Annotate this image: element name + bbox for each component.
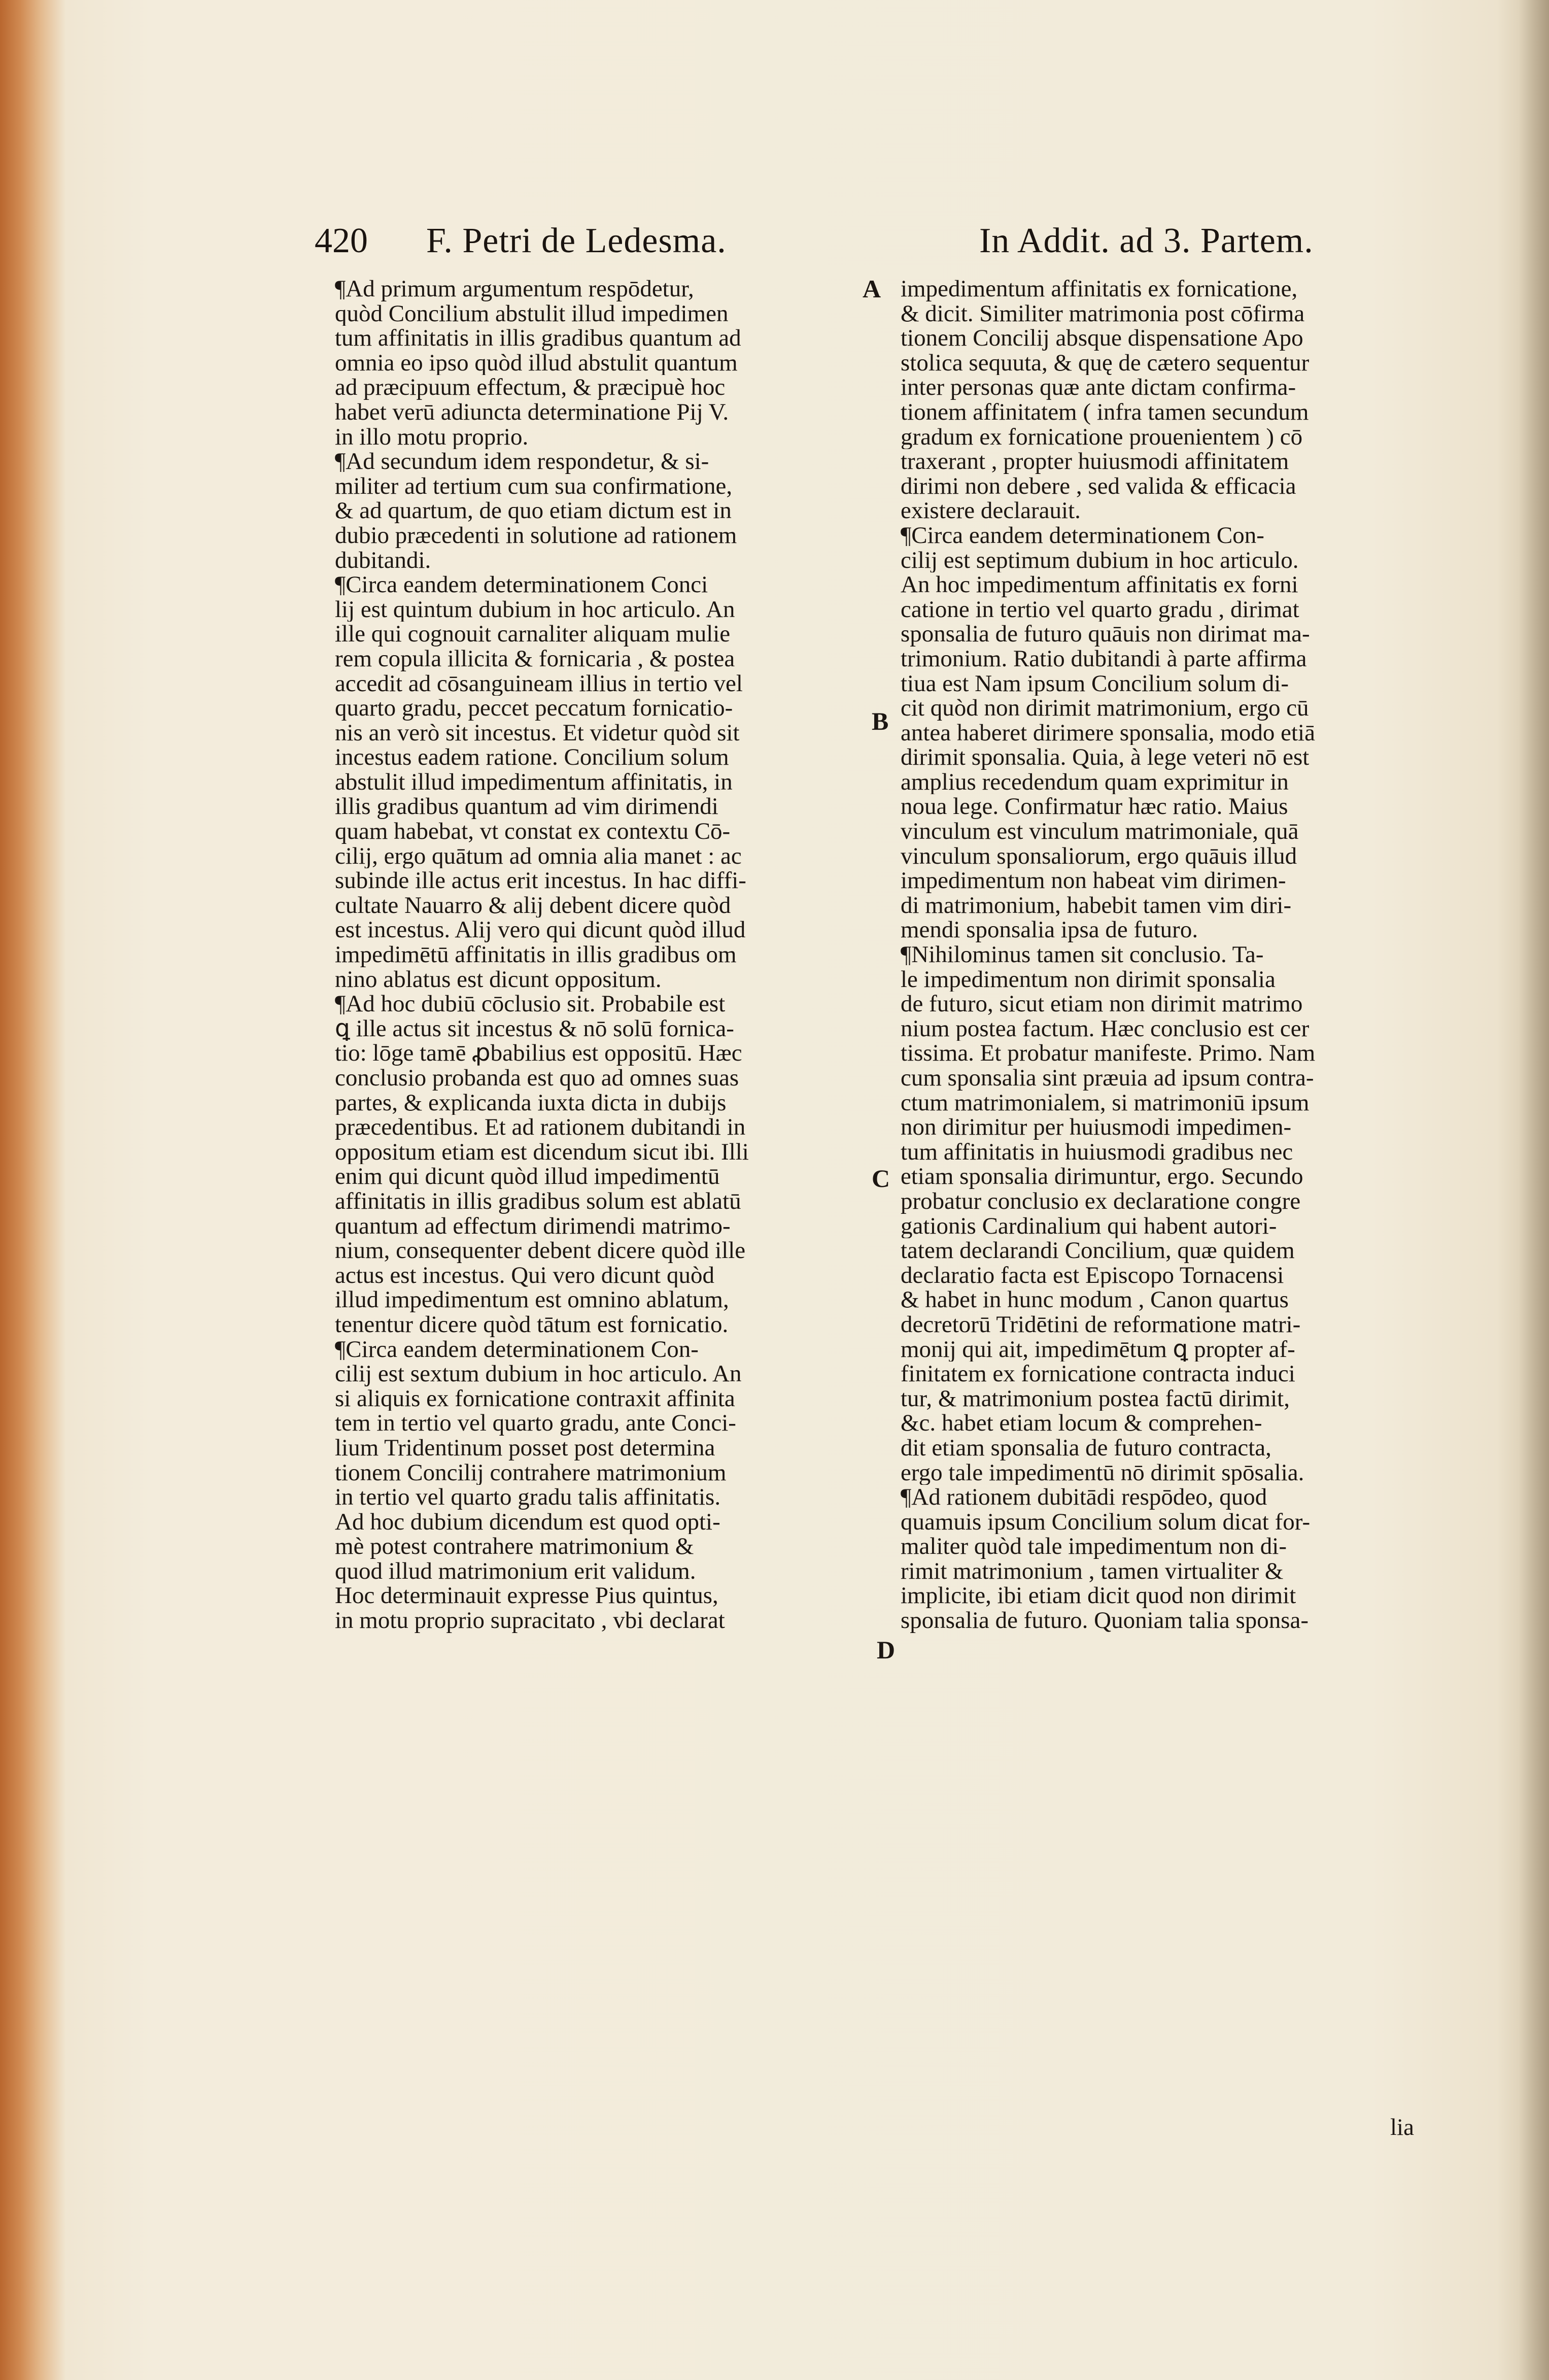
text-line: illud impedimentum est omnino ablatum,: [335, 1287, 729, 1312]
text-line: cultate Nauarro & alij debent dicere quòd: [335, 893, 731, 918]
text-line: cilij est sextum dubium in hoc articulo. An: [335, 1362, 742, 1386]
text-line: actus est incestus. Qui vero dicunt quòd: [335, 1263, 714, 1288]
page-number: 420: [315, 221, 368, 260]
text-line: ¶Ad primum argumentum respōdetur,: [335, 277, 694, 301]
margin-marker-b: B: [872, 707, 889, 735]
text-line: ¶Ad hoc dubiū cōclusio sit. Probabile est: [335, 992, 726, 1016]
text-line: affinitatis in illis gradibus solum est ablatū: [335, 1188, 741, 1214]
text-column-right: [901, 277, 1423, 1633]
margin-marker-c: C: [872, 1164, 890, 1193]
text-line: est incestus. Alij vero qui dicunt quòd illud: [335, 917, 746, 943]
text-line: quòd Concilium abstulit illud impedimen: [335, 301, 729, 326]
text-line: tatem declarandi Concilium, quæ quidem: [901, 1238, 1295, 1263]
text-line: cum sponsalia sint præuia ad ipsum contra-: [901, 1066, 1314, 1091]
text-line: non dirimitur per huiusmodi impedimen-: [901, 1115, 1292, 1140]
running-title-left: F. Petri de Ledesma.: [426, 221, 727, 260]
text-line: traxerant , propter huiusmodi affinitatem: [901, 449, 1289, 474]
text-line: & ad quartum, de quo etiam dictum est in: [335, 498, 732, 523]
text-line: maliter quòd tale impedimentum non di-: [901, 1534, 1287, 1559]
text-line: dit etiam sponsalia de futuro contracta,: [901, 1435, 1271, 1460]
text-line: militer ad tertium cum sua confirmatione,: [335, 473, 733, 499]
text-line: nino ablatus est dicunt oppositum.: [335, 967, 662, 992]
text-line: sponsalia de futuro. Quoniam talia sponsa-: [901, 1608, 1309, 1633]
text-line: mendi sponsalia ipsa de futuro.: [901, 917, 1198, 943]
text-line: tum affinitatis in huiusmodi gradibus nec: [901, 1139, 1293, 1165]
text-line: dirimi non debere , sed valida & efficacia: [901, 473, 1296, 499]
text-line: ille qui cognouit carnaliter aliquam mulie: [335, 622, 731, 647]
text-line: ¶Ad secundum idem respondetur, & si-: [335, 449, 709, 474]
text-line: Hoc determinauit expresse Pius quintus,: [335, 1583, 718, 1609]
text-line: omnia eo ipso quòd illud abstulit quantum: [335, 350, 738, 376]
text-line: tiua est Nam ipsum Concilium solum di-: [901, 671, 1289, 696]
text-column-left: [335, 277, 857, 1633]
text-line: lium Tridentinum posset post determina: [335, 1435, 715, 1460]
text-line: oppositum etiam est dicendum sicut ibi. Illi: [335, 1139, 749, 1165]
text-line: rimit matrimonium , tamen virtualiter &: [901, 1558, 1284, 1584]
text-line: ¶Circa eandem determinationem Con-: [335, 1337, 699, 1362]
text-line: implicite, ibi etiam dicit quod non dirimit: [901, 1583, 1296, 1609]
text-line: An hoc impedimentum affinitatis ex forni: [901, 572, 1298, 597]
text-line: vinculum sponsaliorum, ergo quāuis illud: [901, 843, 1297, 869]
text-line: Ad hoc dubium dicendum est quod opti-: [335, 1509, 720, 1535]
text-line: ¶Nihilominus tamen sit conclusio. Ta-: [901, 942, 1264, 967]
text-line: nium postea factum. Hæc conclusio est cer: [901, 1016, 1310, 1041]
text-line: habet verū adiuncta determinatione Pij V.: [335, 399, 729, 425]
text-line: cilij, ergo quātum ad omnia alia manet : ac: [335, 843, 742, 869]
text-line: tur, & matrimonium postea factū dirimit,: [901, 1386, 1290, 1411]
text-line: quarto gradu, peccet peccatum fornicatio-: [335, 696, 733, 721]
text-line: partes, & explicanda iuxta dicta in dubijs: [335, 1090, 727, 1115]
text-line: tionem Concilij absque dispensatione Apo: [901, 326, 1303, 351]
text-line: noua lege. Confirmatur hæc ratio. Maius: [901, 794, 1288, 820]
text-line: etiam sponsalia dirimuntur, ergo. Secundo: [901, 1164, 1303, 1189]
text-line: mè potest contrahere matrimonium &: [335, 1534, 694, 1559]
text-line: enim qui dicunt quòd illud impedimentū: [335, 1164, 720, 1189]
text-line: existere declarauit.: [901, 498, 1081, 523]
text-line: impedimentum non habeat vim dirimen-: [901, 868, 1286, 893]
text-line: vinculum est vinculum matrimoniale, quā: [901, 819, 1299, 844]
text-line: lij est quintum dubium in hoc articulo. An: [335, 597, 735, 622]
text-line: dubio præcedenti in solutione ad rationem: [335, 523, 737, 548]
text-line: &c. habet etiam locum & comprehen-: [901, 1411, 1262, 1436]
text-line: gradum ex fornicatione prouenientem ) cō: [901, 424, 1303, 450]
text-line: tum affinitatis in illis gradibus quantum ad: [335, 326, 741, 351]
margin-marker-d: D: [877, 1636, 896, 1664]
text-line: ¶Ad rationem dubitādi respōdeo, quod: [901, 1485, 1267, 1510]
text-line: incestus eadem ratione. Concilium solum: [335, 745, 729, 770]
running-header: [315, 221, 1380, 277]
text-line: tenentur dicere quòd tātum est fornicatio.: [335, 1312, 729, 1337]
text-line: catione in tertio vel quarto gradu , dirimat: [901, 597, 1299, 622]
text-line: tio: lōge tamē ꝓbabilius est oppositū. Hæc: [335, 1041, 742, 1066]
text-line: declaratio facta est Episcopo Tornacensi: [901, 1263, 1284, 1288]
text-line: illis gradibus quantum ad vim dirimendi: [335, 794, 718, 820]
text-line: nis an verò sit incestus. Et videtur quòd sit: [335, 720, 740, 745]
text-line: ctum matrimonialem, si matrimoniū ipsum: [901, 1090, 1310, 1115]
text-line: gationis Cardinalium qui habent autori-: [901, 1213, 1277, 1239]
running-title-right: In Addit. ad 3. Partem.: [979, 221, 1314, 260]
text-line: monij qui ait, impedimētum ꝗ propter af-: [901, 1337, 1295, 1362]
text-line: cit quòd non dirimit matrimonium, ergo cū: [901, 696, 1309, 721]
text-line: quod illud matrimonium erit validum.: [335, 1558, 696, 1584]
text-line: subinde ille actus erit incestus. In hac diffi-: [335, 868, 746, 893]
text-line: nium, consequenter debent dicere quòd ille: [335, 1238, 746, 1263]
text-line: tionem Concilij contrahere matrimonium: [335, 1460, 727, 1485]
text-line: dirimit sponsalia. Quia, à lege veteri nō est: [901, 745, 1310, 770]
text-line: in tertio vel quarto gradu talis affinitatis.: [335, 1485, 721, 1510]
text-line: conclusio probanda est quo ad omnes suas: [335, 1066, 739, 1091]
catchword: lia: [1390, 2114, 1414, 2140]
text-line: tem in tertio vel quarto gradu, ante Conci-: [335, 1411, 736, 1436]
text-line: le impedimentum non dirimit sponsalia: [901, 967, 1276, 992]
text-line: ad præcipuum effectum, & præcipuè hoc: [335, 375, 726, 400]
text-line: ¶Circa eandem determinationem Con-: [901, 523, 1264, 548]
text-line: & habet in hunc modum , Canon quartus: [901, 1287, 1289, 1312]
text-line: de futuro, sicut etiam non dirimit matrimo: [901, 992, 1303, 1016]
text-line: tionem affinitatem ( infra tamen secundum: [901, 399, 1309, 425]
text-line: quantum ad effectum dirimendi matrimo-: [335, 1213, 731, 1239]
text-line: tissima. Et probatur manifeste. Primo. Nam: [901, 1041, 1316, 1066]
text-line: cilij est septimum dubium in hoc articulo.: [901, 548, 1299, 573]
text-line: quam habebat, vt constat ex contextu Cō-: [335, 819, 731, 844]
text-line: quamuis ipsum Concilium solum dicat for-: [901, 1509, 1311, 1535]
text-line: finitatem ex fornicatione contracta induci: [901, 1362, 1295, 1386]
text-line: di matrimonium, habebit tamen vim diri-: [901, 893, 1292, 918]
text-line: sponsalia de futuro quāuis non dirimat ma-: [901, 622, 1310, 647]
text-line: stolica sequuta, & quę de cætero sequentur: [901, 350, 1310, 376]
text-line: dubitandi.: [335, 548, 431, 573]
text-line: antea haberet dirimere sponsalia, modo etiā: [901, 720, 1315, 745]
text-line: & dicit. Similiter matrimonia post cōfirma: [901, 301, 1305, 326]
text-line: præcedentibus. Et ad rationem dubitandi in: [335, 1115, 746, 1140]
text-line: abstulit illud impedimentum affinitatis, in: [335, 769, 733, 795]
margin-marker-a: A: [863, 275, 881, 303]
text-line: ergo tale impedimentū nō dirimit spōsalia.: [901, 1460, 1304, 1485]
text-line: rem copula illicita & fornicaria , & postea: [335, 646, 735, 671]
text-line: ¶Circa eandem determinationem Conci: [335, 572, 708, 597]
text-line: amplius recedendum quam exprimitur in: [901, 769, 1289, 795]
text-line: impedimētū affinitatis in illis gradibus om: [335, 942, 737, 967]
text-line: si aliquis ex fornicatione contraxit affinita: [335, 1386, 735, 1411]
page-edge-shadow: [1519, 0, 1549, 2380]
text-line: ꝗ ille actus sit incestus & nō solū fornica-: [335, 1016, 734, 1041]
text-line: inter personas quæ ante dictam confirma-: [901, 375, 1296, 400]
text-line: decretorū Tridētini de reformatione matri-: [901, 1312, 1301, 1337]
text-line: in illo motu proprio.: [335, 424, 529, 450]
text-line: accedit ad cōsanguineam illius in tertio vel: [335, 671, 743, 696]
text-line: in motu proprio supracitato , vbi declarat: [335, 1608, 725, 1633]
text-line: impedimentum affinitatis ex fornicatione,: [901, 277, 1298, 301]
text-line: probatur conclusio ex declaratione congre: [901, 1188, 1301, 1214]
text-line: trimonium. Ratio dubitandi à parte affirma: [901, 646, 1307, 671]
